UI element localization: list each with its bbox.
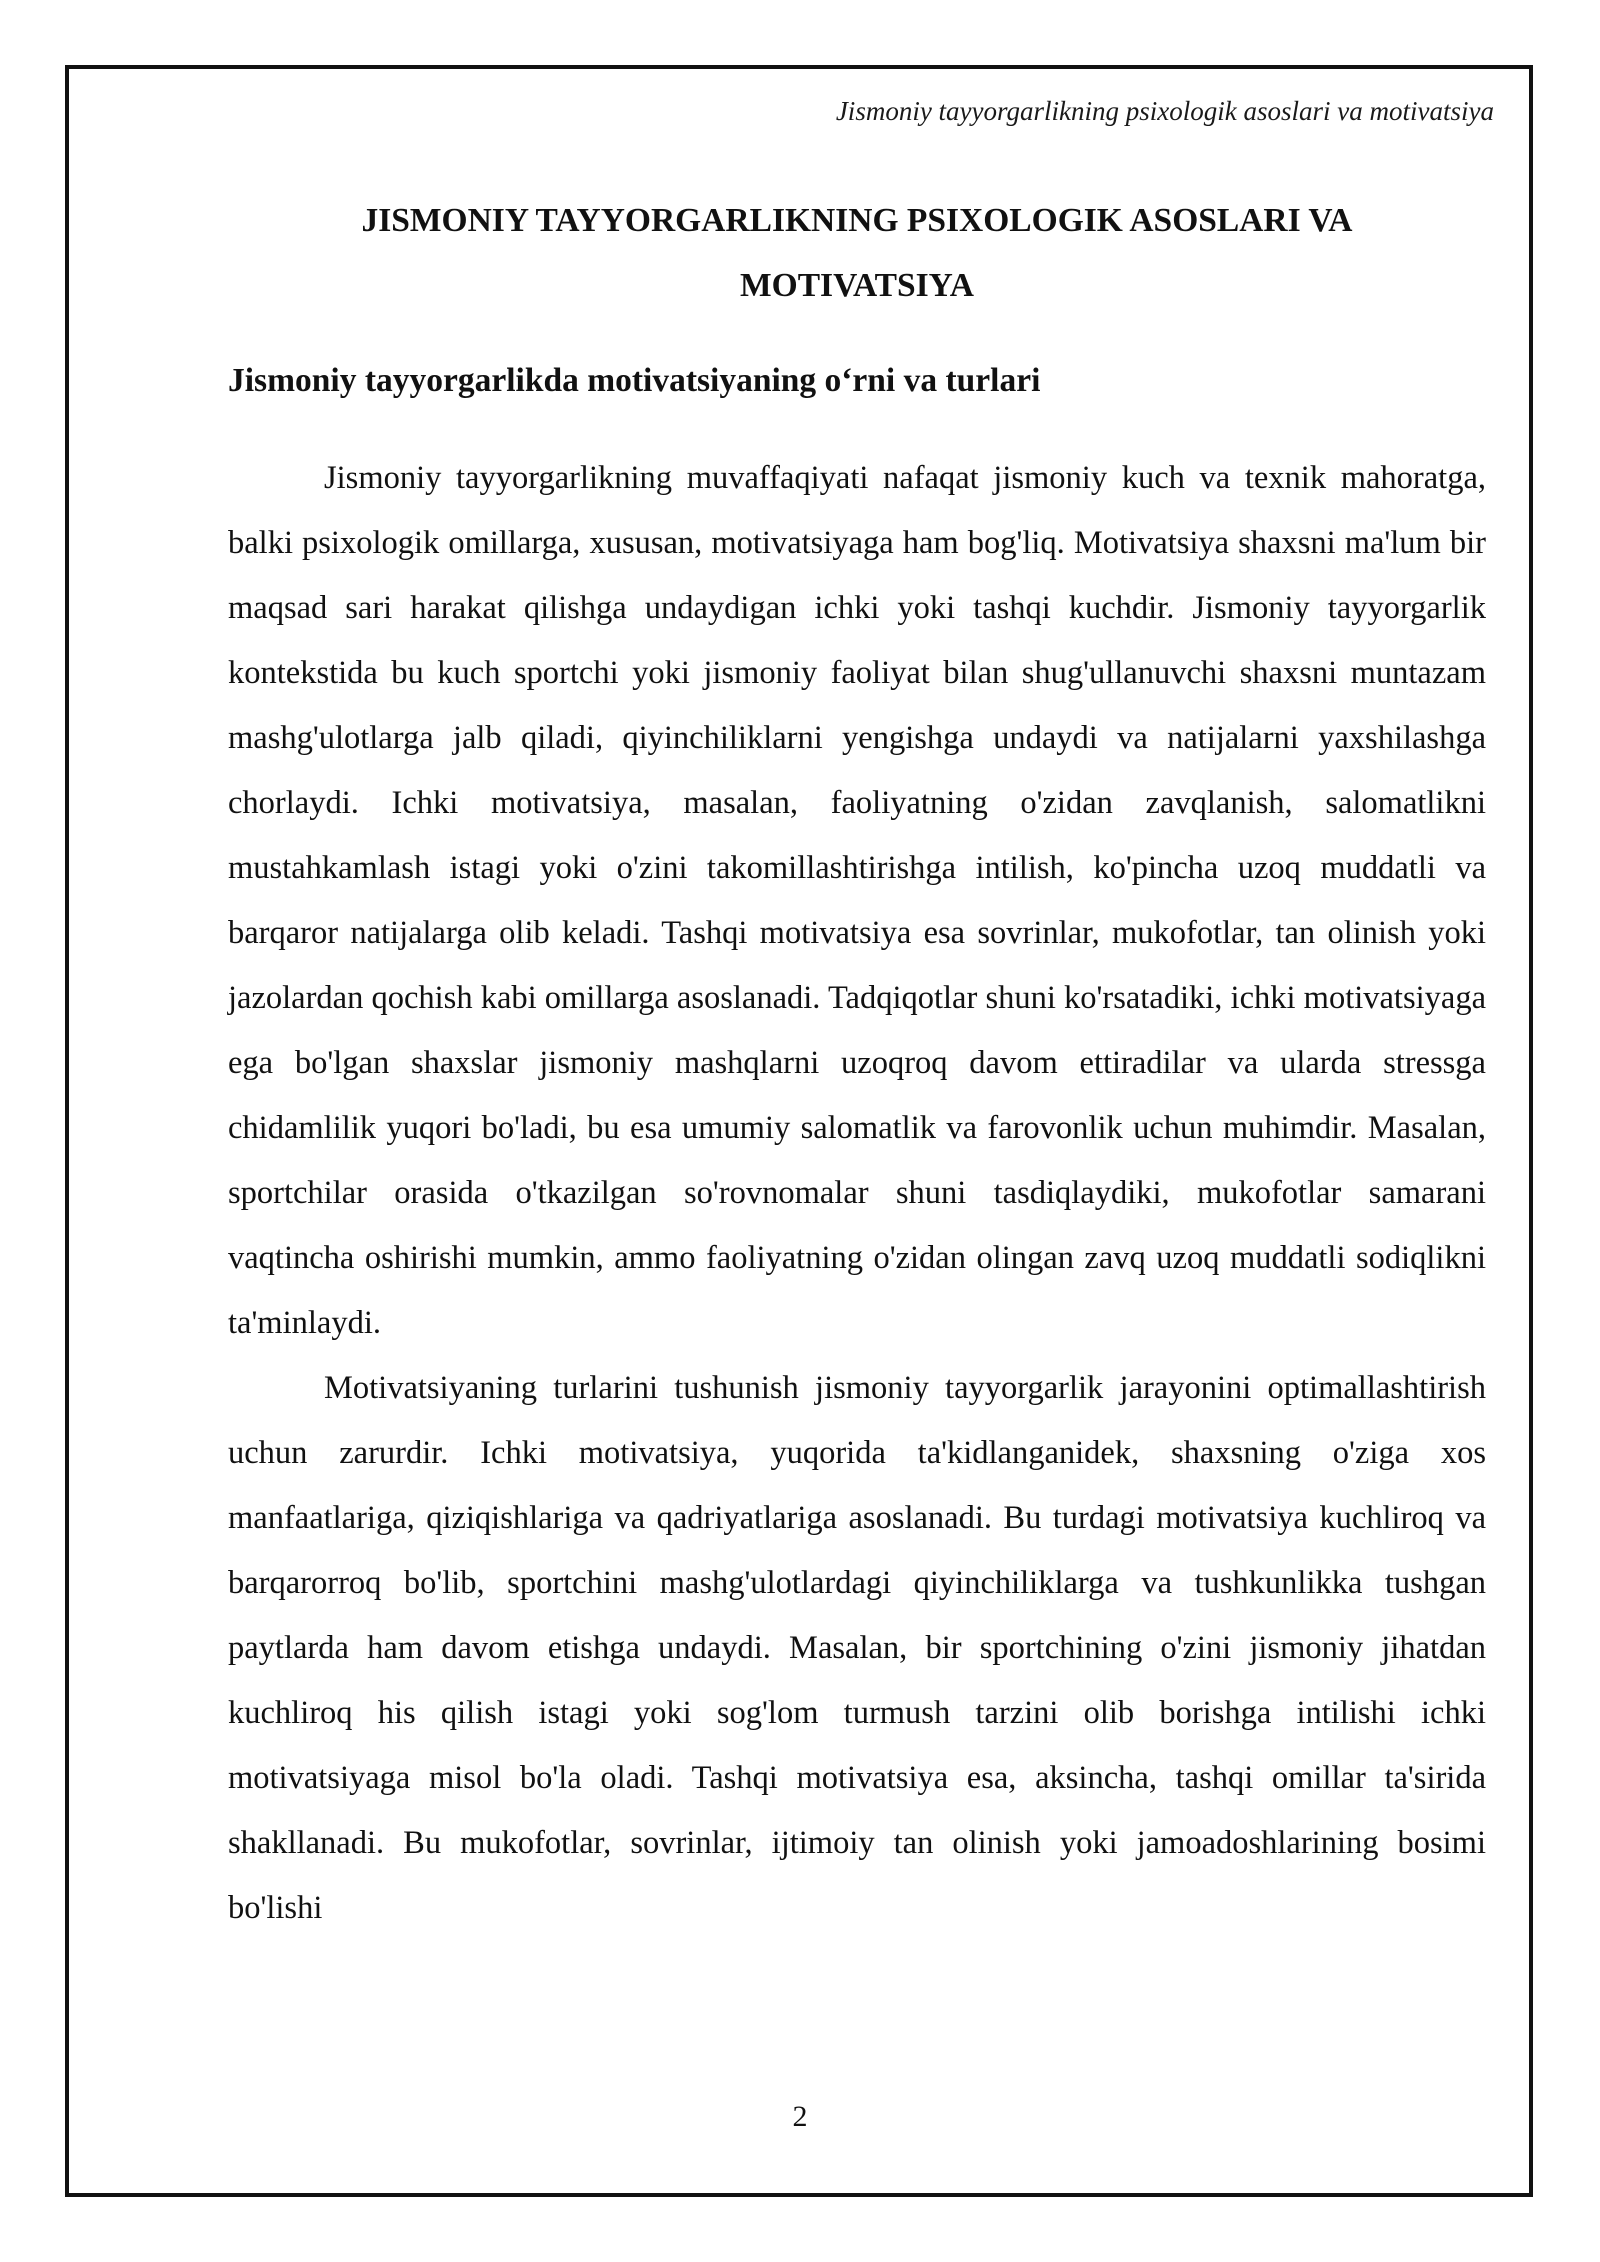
- section-heading: Jismoniy tayyorgarlikda motivatsiyaning oʻrni va turlari: [228, 362, 1041, 399]
- running-header: Jismoniy tayyorgarlikning psixologik asoslari va motivatsiya: [835, 96, 1494, 126]
- document-title-line-2: MOTIVATSIYA: [740, 267, 974, 304]
- paragraph: Motivatsiyaning turlarini tushunish jismoniy tayyorgarlik jarayonini optimallashtirish uchun zarurdir. Ichki motivatsiya, yuqorida ta'kidlanganidek, shaxsning o'ziga xos manfaatlariga, qiziqishlariga va qadriyatlariga asoslanadi. Bu turdagi motivatsiya kuchliroq va barqarorroq bo'lib, sportchini mashg'ulotlardagi qiyinchiliklarga va tushkunlikka tushgan paytlarda ham davom etishga undaydi. Masalan, bir sportchining o'zini jismoniy jihatdan kuchliroq his qilish istagi yoki sog'lom turmush tarzini olib borishga intilishi ichki motivatsiyaga misol bo'la oladi. Tashqi motivatsiya esa, aksincha, tashqi omillar ta'sirida shakllanadi. Bu mukofotlar, sovrinlar, ijtimoiy tan olinish yoki jamoadoshlarining bosimi bo'lishi: [228, 1370, 1486, 1926]
- paragraph: Jismoniy tayyorgarlikning muvaffaqiyati nafaqat jismoniy kuch va texnik mahoratga, balki psixologik omillarga, xususan, motivatsiyaga ham bog'liq. Motivatsiya shaxsni ma'lum bir maqsad sari harakat qilishga undaydigan ichki yoki tashqi kuchdir. Jismoniy tayyorgarlik kontekstida bu kuch sportchi yoki jismoniy faoliyat bilan shug'ullanuvchi shaxsni muntazam mashg'ulotlarga jalb qiladi, qiyinchiliklarni yengishga undaydi va natijalarni yaxshilashga chorlaydi. Ichki motivatsiya, masalan, faoliyatning o'zidan zavqlanish, salomatlikni mustahkamlash istagi yoki o'zini takomillashtirishga intilish, ko'pincha uzoq muddatli va barqaror natijalarga olib keladi. Tashqi motivatsiya esa sovrinlar, mukofotlar, tan olinish yoki jazolardan qochish kabi omillarga asoslanadi. Tadqiqotlar shuni ko'rsatadiki, ichki motivatsiyaga ega bo'lgan shaxslar jismoniy mashqlarni uzoqroq davom ettiradilar va ularda stressga chidamlilik yuqori bo'ladi, bu esa umumiy salomatlik va farovonlik uchun muhimdir. Masalan, sportchilar orasida o'tkazilgan so'rovnomalar shuni tasdiqlaydiki, mukofotlar samarani vaqtincha oshirishi mumkin, ammo faoliyatning o'zidan olingan zavq uzoq muddatli sodiqlikni ta'minlaydi.: [228, 460, 1486, 1341]
- document-title: [228, 188, 1486, 318]
- body-text: [228, 446, 1486, 1941]
- document-title-line-1: JISMONIY TAYYORGARLIKNING PSIXOLOGIK ASOSLARI VA: [361, 202, 1353, 239]
- page-number: 2: [792, 2100, 808, 2133]
